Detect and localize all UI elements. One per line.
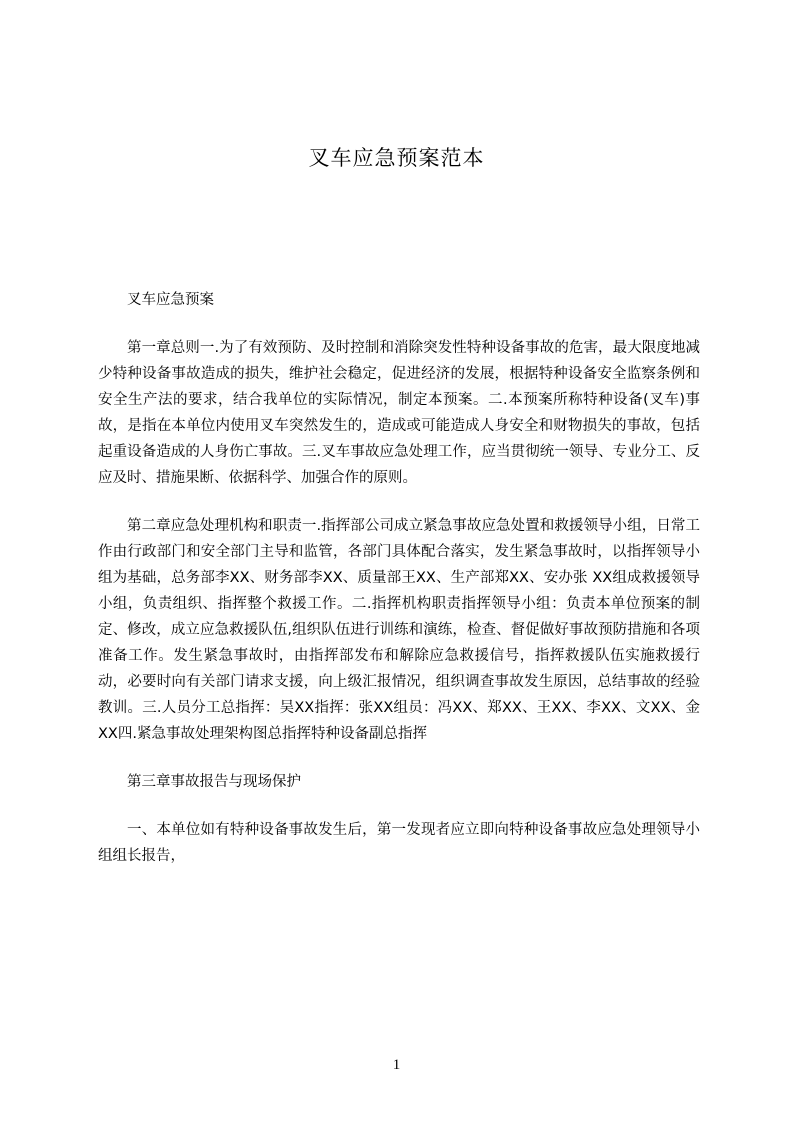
paragraph-chapter-3-item-1: 一、本单位如有特种设备事故发生后，第一发现者应立即向特种设备事故应急处理领导小组组长报告， xyxy=(98,822,700,864)
document-body xyxy=(98,287,700,869)
paragraph-chapter-2: 第二章应急处理机构和职责一.指挥部公司成立紧急事故应急处置和救援领导小组，日常工作由行政部门和安全部门主导和监管，各部门具体配合落实，发生紧急事故时，以指挥领导小组为基础，总务部李XX、财务部李XX、质量部王XX、生产部郑XX、安办张 XX组成救援领导小组，负责组织、指挥整个救援工作。二.指挥机构职责指挥领导小组：负责本单位预案的制定、修改，成立应急救援队伍,组织队伍进行训练和演练，检查、督促做好事故预防措施和各项准备工作。发生紧急事故时，由指挥部发布和解除应急救援信号，指挥救援队伍实施救援行动，必要时向有关部门请求支援，向上级汇报情况，组织调查事故发生原因，总结事故的经验教训。三.人员分工总指挥：吴XX指挥：张XX组员：冯XX、郑XX、王XX、李XX、文XX、金XX四.紧急事故处理架构图总指挥特种设备副总指挥 xyxy=(98,518,700,742)
paragraph-chapter-1: 第一章总则一.为了有效预防、及时控制和消除突发性特种设备事故的危害，最大限度地减少特种设备事故造成的损失，维护社会稳定，促进经济的发展，根据特种设备安全监察条例和安全生产法的要求，结合我单位的实际情况，制定本预案。二.本预案所称特种设备(叉车)事故，是指在本单位内使用叉车突然发生的，造成或可能造成人身安全和财物损失的事故，包括起重设备造成的人身伤亡事故。三.叉车事故应急处理工作，应当贯彻统一领导、专业分工、反应及时、措施果断、依据科学、加强合作的原则。 xyxy=(98,340,700,486)
paragraph-heading: 叉车应急预案 xyxy=(127,292,214,308)
paragraph-chapter-3-heading: 第三章事故报告与现场保护 xyxy=(127,774,301,790)
page-number: 1 xyxy=(392,1057,401,1073)
document-title: 叉车应急预案范本 xyxy=(308,146,485,170)
